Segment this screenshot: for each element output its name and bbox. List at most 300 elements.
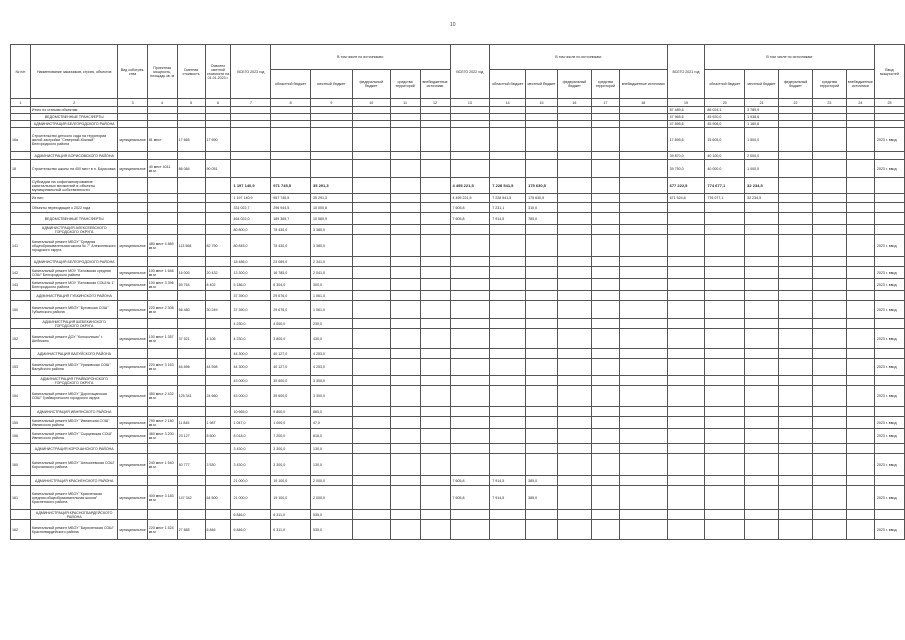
table-cell [667,359,705,376]
table-cell [619,510,667,520]
table-cell: 32 234,5 [745,194,779,203]
table-cell [705,267,745,279]
table-cell: 1 160,6 [745,121,779,128]
table-row [11,329,905,349]
table-cell [812,152,846,160]
table-cell [812,301,846,319]
table-cell [846,329,874,349]
table-cell [745,510,779,520]
table-cell [147,476,177,486]
table-cell: 240 мест 1 540 кв.м [147,454,177,476]
table-cell [352,417,390,429]
table-cell [352,203,390,213]
table-cell [812,510,846,520]
table-cell [311,114,353,121]
table-cell: 40 777 [177,454,205,476]
table-cell [557,194,591,203]
table-cell [667,329,705,349]
row-number [11,407,31,417]
table-cell: 30 249 [205,301,231,319]
column-number: 18 [619,99,667,107]
object-name: АДМИНИСТРАЦИЯ БЕЛГОРОДСКОГО РАЙОНА [30,121,118,128]
table-cell: 865,0 [311,407,353,417]
table-cell [779,386,813,407]
table-cell [490,160,526,178]
table-cell [745,329,779,349]
table-cell [846,128,874,152]
hdr-total-2023: ВСЕГО 2023 год [231,45,271,99]
table-cell [557,386,591,407]
table-cell [118,114,147,121]
object-name: Капитальный ремонт МОУ "Беловская средняя СОШ" Белгородского района [30,267,118,279]
table-cell [619,376,667,386]
table-cell [591,386,619,407]
table-cell: муниципальное [118,160,147,178]
column-number: 11 [390,99,420,107]
table-cell [846,444,874,454]
table-cell [557,152,591,160]
table-cell: 310,0 [526,203,558,213]
table-cell: 24 660 [205,386,231,407]
table-cell [205,510,231,520]
table-cell [846,429,874,444]
table-cell [745,476,779,486]
table-cell [490,444,526,454]
table-cell [667,301,705,319]
row-number: 161 [11,486,31,510]
commissioning-cell: 2023 г. ввод [874,128,904,152]
table-body [11,99,905,540]
table-cell: 15 605,0 [705,128,745,152]
table-cell [490,417,526,429]
table-cell [812,160,846,178]
table-cell [705,257,745,267]
table-cell: 45 906,0 [705,121,745,128]
table-cell [812,349,846,359]
table-cell [147,121,177,128]
table-cell [352,486,390,510]
table-cell [205,257,231,267]
table-cell [779,319,813,329]
table-cell [205,114,231,121]
table-cell [352,225,390,235]
table-cell: 6 846,0 [231,510,271,520]
table-cell [526,376,558,386]
table-cell [812,429,846,444]
table-cell [147,257,177,267]
table-cell [619,257,667,267]
table-cell: 3 300,0 [271,454,311,476]
column-number: 1 [11,99,31,107]
table-cell [147,152,177,160]
table-cell [177,225,205,235]
row-number [11,178,31,194]
table-cell: 3 380,0 [311,225,353,235]
table-cell [846,417,874,429]
table-cell [526,407,558,417]
table-cell [450,128,490,152]
table-cell [812,417,846,429]
commissioning-cell [874,178,904,194]
table-cell [352,213,390,225]
table-cell [352,160,390,178]
table-cell [846,121,874,128]
table-cell [450,160,490,178]
table-cell: 10 580,9 [311,213,353,225]
table-cell [177,376,205,386]
table-cell [619,107,667,114]
table-cell [526,520,558,540]
table-cell: 40 127,0 [271,349,311,359]
table-cell: 47 965,6 [667,114,705,121]
table-cell [779,329,813,349]
table-cell [667,417,705,429]
table-cell [745,203,779,213]
row-number [11,225,31,235]
table-cell [390,107,420,114]
table-cell [450,235,490,257]
table-cell [118,476,147,486]
table-cell [591,279,619,291]
table-cell [667,510,705,520]
table-cell: муниципальное [118,235,147,257]
table-cell [147,349,177,359]
table-cell [450,510,490,520]
table-cell: 17 665 [177,128,205,152]
table-cell [557,444,591,454]
table-cell [667,203,705,213]
table-cell [591,520,619,540]
table-cell [390,225,420,235]
table-cell: 7 200,0 [271,429,311,444]
column-number: 2 [30,99,118,107]
table-cell: 175 630,5 [526,178,558,194]
table-cell: 2 341,0 [311,257,353,267]
table-cell [420,417,450,429]
table-cell: 8 600 [205,429,231,444]
table-cell: 1 000,0 [271,417,311,429]
commissioning-cell: 2023 г. ввод [874,267,904,279]
table-cell [352,194,390,203]
table-cell [420,152,450,160]
table-cell [557,121,591,128]
column-number-row [11,99,905,107]
table-cell: 18 486,0 [231,257,271,267]
budget-table [10,44,905,540]
table-cell [779,291,813,301]
table-cell [490,128,526,152]
table-section-row [11,213,905,225]
table-cell [177,203,205,213]
table-cell [619,359,667,376]
table-cell: 3 430,0 [231,454,271,476]
table-cell [420,359,450,376]
object-name: Капитальный ремонт МБОУ "Уразовская СОШ" Валуйского района [30,359,118,376]
table-cell [846,178,874,194]
table-cell [390,213,420,225]
table-cell [420,291,450,301]
commissioning-cell: 2023 г. ввод [874,329,904,349]
table-cell [271,121,311,128]
table-cell [352,279,390,291]
table-cell [591,107,619,114]
table-cell: 45 920,0 [705,114,745,121]
table-cell: 27 885 [177,520,205,540]
table-section-row [11,319,905,329]
table-cell [619,121,667,128]
table-section-row [11,444,905,454]
object-name: АДМИНИСТРАЦИЯ БОРИСОВСКОГО РАЙОНА [30,152,118,160]
table-cell [846,203,874,213]
table-cell [557,454,591,476]
object-name: АДМИНИСТРАЦИЯ ШЕБЕКИНСКОГО ГОРОДСКОГО ОКРУГА [30,319,118,329]
table-cell [490,279,526,291]
table-cell [390,510,420,520]
table-cell [177,257,205,267]
table-cell: 6 311,0 [271,510,311,520]
table-cell [352,454,390,476]
column-number: 14 [490,99,526,107]
table-cell: 2 000,0 [311,486,353,510]
table-cell [557,359,591,376]
table-cell [490,225,526,235]
table-cell [420,520,450,540]
table-cell [846,520,874,540]
table-cell [390,429,420,444]
table-cell [745,213,779,225]
table-cell: 37 390,0 [231,291,271,301]
table-cell [591,407,619,417]
table-cell: 785,0 [526,213,558,225]
table-cell [667,291,705,301]
table-cell [147,376,177,386]
table-cell [557,160,591,178]
commissioning-cell [874,194,904,203]
row-number: 143 [11,279,31,291]
table-cell [420,454,450,476]
table-cell: 82 790 [205,235,231,257]
table-cell [705,225,745,235]
table-cell [705,510,745,520]
table-cell: 1 987 [205,417,231,429]
table-cell: 86 024,1 [705,107,745,114]
table-cell: муниципальное [118,520,147,540]
table-cell [390,520,420,540]
table-cell [619,235,667,257]
table-cell [205,152,231,160]
table-cell [619,429,667,444]
object-name: АДМИНИСТРАЦИЯ ИВНЯНСКОГО РАЙОНА [30,407,118,417]
table-cell [591,160,619,178]
object-name: ВЕДОМСТВЕННЫЕ ТРАНСФЕРТЫ [30,114,118,121]
table-cell: 1 938,6 [745,114,779,121]
table-row [11,417,905,429]
table-cell [745,444,779,454]
column-number: 13 [450,99,490,107]
hdr-sources-2023: В том числе по источникам: [271,45,450,70]
table-cell [352,267,390,279]
table-cell: 44 300,0 [231,349,271,359]
table-cell [420,279,450,291]
table-cell: 677 222,5 [667,178,705,194]
table-cell: 40 100,0 [705,152,745,160]
table-section-row [11,376,905,386]
table-cell [420,486,450,510]
table-cell: 40 127,0 [271,359,311,376]
table-section-row [11,114,905,121]
table-cell [177,213,205,225]
table-cell: 100 мест 1 357 кв.м [147,329,177,349]
table-cell [779,301,813,319]
table-cell [846,291,874,301]
column-number: 8 [271,99,311,107]
hdr-sources-2022: В том числе по источникам: [490,45,667,70]
table-cell [846,407,874,417]
table-cell [557,267,591,279]
table-cell [526,114,558,121]
table-cell [490,359,526,376]
table-cell: муниципальное [118,486,147,510]
table-cell [779,114,813,121]
hdr-src-2022: внебюджетные источники [619,70,667,99]
table-cell: 957 745,5 [271,194,311,203]
table-cell [420,213,450,225]
table-cell: 460 мест 3 200 кв.м [147,429,177,444]
row-number [11,510,31,520]
table-cell: 7 914,5 [490,476,526,486]
table-cell [352,128,390,152]
commissioning-cell [874,291,904,301]
column-number: 17 [591,99,619,107]
row-number [11,444,31,454]
table-section-row [11,291,905,301]
table-cell: 220 мест 3 163 кв.м [147,359,177,376]
table-cell [619,213,667,225]
table-cell [420,429,450,444]
table-cell [705,291,745,301]
table-cell [118,225,147,235]
table-cell: 1 197 140,9 [231,178,271,194]
table-cell [490,114,526,121]
table-cell [352,235,390,257]
column-number: 4 [147,99,177,107]
table-cell [450,349,490,359]
table-cell [812,486,846,510]
table-cell [591,444,619,454]
table-cell [705,454,745,476]
table-cell: 37 521 [177,329,205,349]
object-name: Капитальный ремонт МБОУ "Бирюченская СОШ" Красногвардейского района [30,520,118,540]
table-cell [846,279,874,291]
table-cell: 80 800,0 [231,225,271,235]
table-cell [705,520,745,540]
table-cell [667,279,705,291]
table-cell [352,386,390,407]
commissioning-cell: 2023 г. ввод [874,417,904,429]
table-cell [619,128,667,152]
table-cell [205,376,231,386]
hdr-src-2021: местный бюджет [745,70,779,99]
table-cell: 3 300,0 [271,444,311,454]
object-name: АДМИНИСТРАЦИЯ КРАСНЕНСКОГО РАЙОНА [30,476,118,486]
table-cell [705,376,745,386]
table-cell [205,407,231,417]
table-cell: 4 230,0 [231,329,271,349]
table-cell [812,235,846,257]
table-cell [812,128,846,152]
table-cell: 2 000,0 [745,152,779,160]
table-cell [390,301,420,319]
table-cell [420,349,450,359]
table-cell [311,121,353,128]
row-number: 162 [11,520,31,540]
table-cell [450,267,490,279]
table-cell: 23 089,0 [271,257,311,267]
object-name: Объекты переходящие с 2022 года [30,203,118,213]
table-cell [420,510,450,520]
table-cell [619,267,667,279]
table-cell [591,376,619,386]
object-name: Строительство детского сада на территории жилой застройки "Северный-Южный" Белгородского района [30,128,118,152]
table-cell [352,359,390,376]
table-cell [420,257,450,267]
table-cell: 40 000,0 [705,160,745,178]
table-cell [619,114,667,121]
table-cell [591,301,619,319]
table-cell [779,107,813,114]
table-cell: 6 311,0 [271,520,311,540]
column-number: 20 [705,99,745,107]
table-cell: 7 605,8 [450,476,490,486]
hdr-src-2023: федеральный бюджет [352,70,390,99]
table-cell [490,291,526,301]
table-cell [667,376,705,386]
table-cell [177,152,205,160]
table-cell: 430,0 [311,329,353,349]
table-cell [118,107,147,114]
table-cell [118,376,147,386]
table-cell: 113 568 [177,235,205,257]
table-cell [812,376,846,386]
table-cell [812,386,846,407]
table-cell [557,301,591,319]
table-cell [745,376,779,386]
table-cell [667,454,705,476]
table-cell: 385,0 [526,476,558,486]
table-cell [420,235,450,257]
table-cell [177,510,205,520]
table-cell [450,152,490,160]
table-cell [352,476,390,486]
table-cell [177,319,205,329]
table-cell [705,386,745,407]
table-cell [812,121,846,128]
table-cell [390,291,420,301]
table-cell [420,476,450,486]
table-cell [147,107,177,114]
table-cell [667,407,705,417]
hdr-src-2021: областной бюджет [705,70,745,99]
table-cell [591,267,619,279]
table-cell [812,213,846,225]
table-row [11,301,905,319]
row-number: 141 [11,235,31,257]
hdr-power: Проектная мощность, площадь кв. м [147,45,177,99]
table-cell [591,417,619,429]
hdr-vvod: Ввод мощностей [874,45,904,99]
table-cell [420,407,450,417]
table-cell [846,194,874,203]
